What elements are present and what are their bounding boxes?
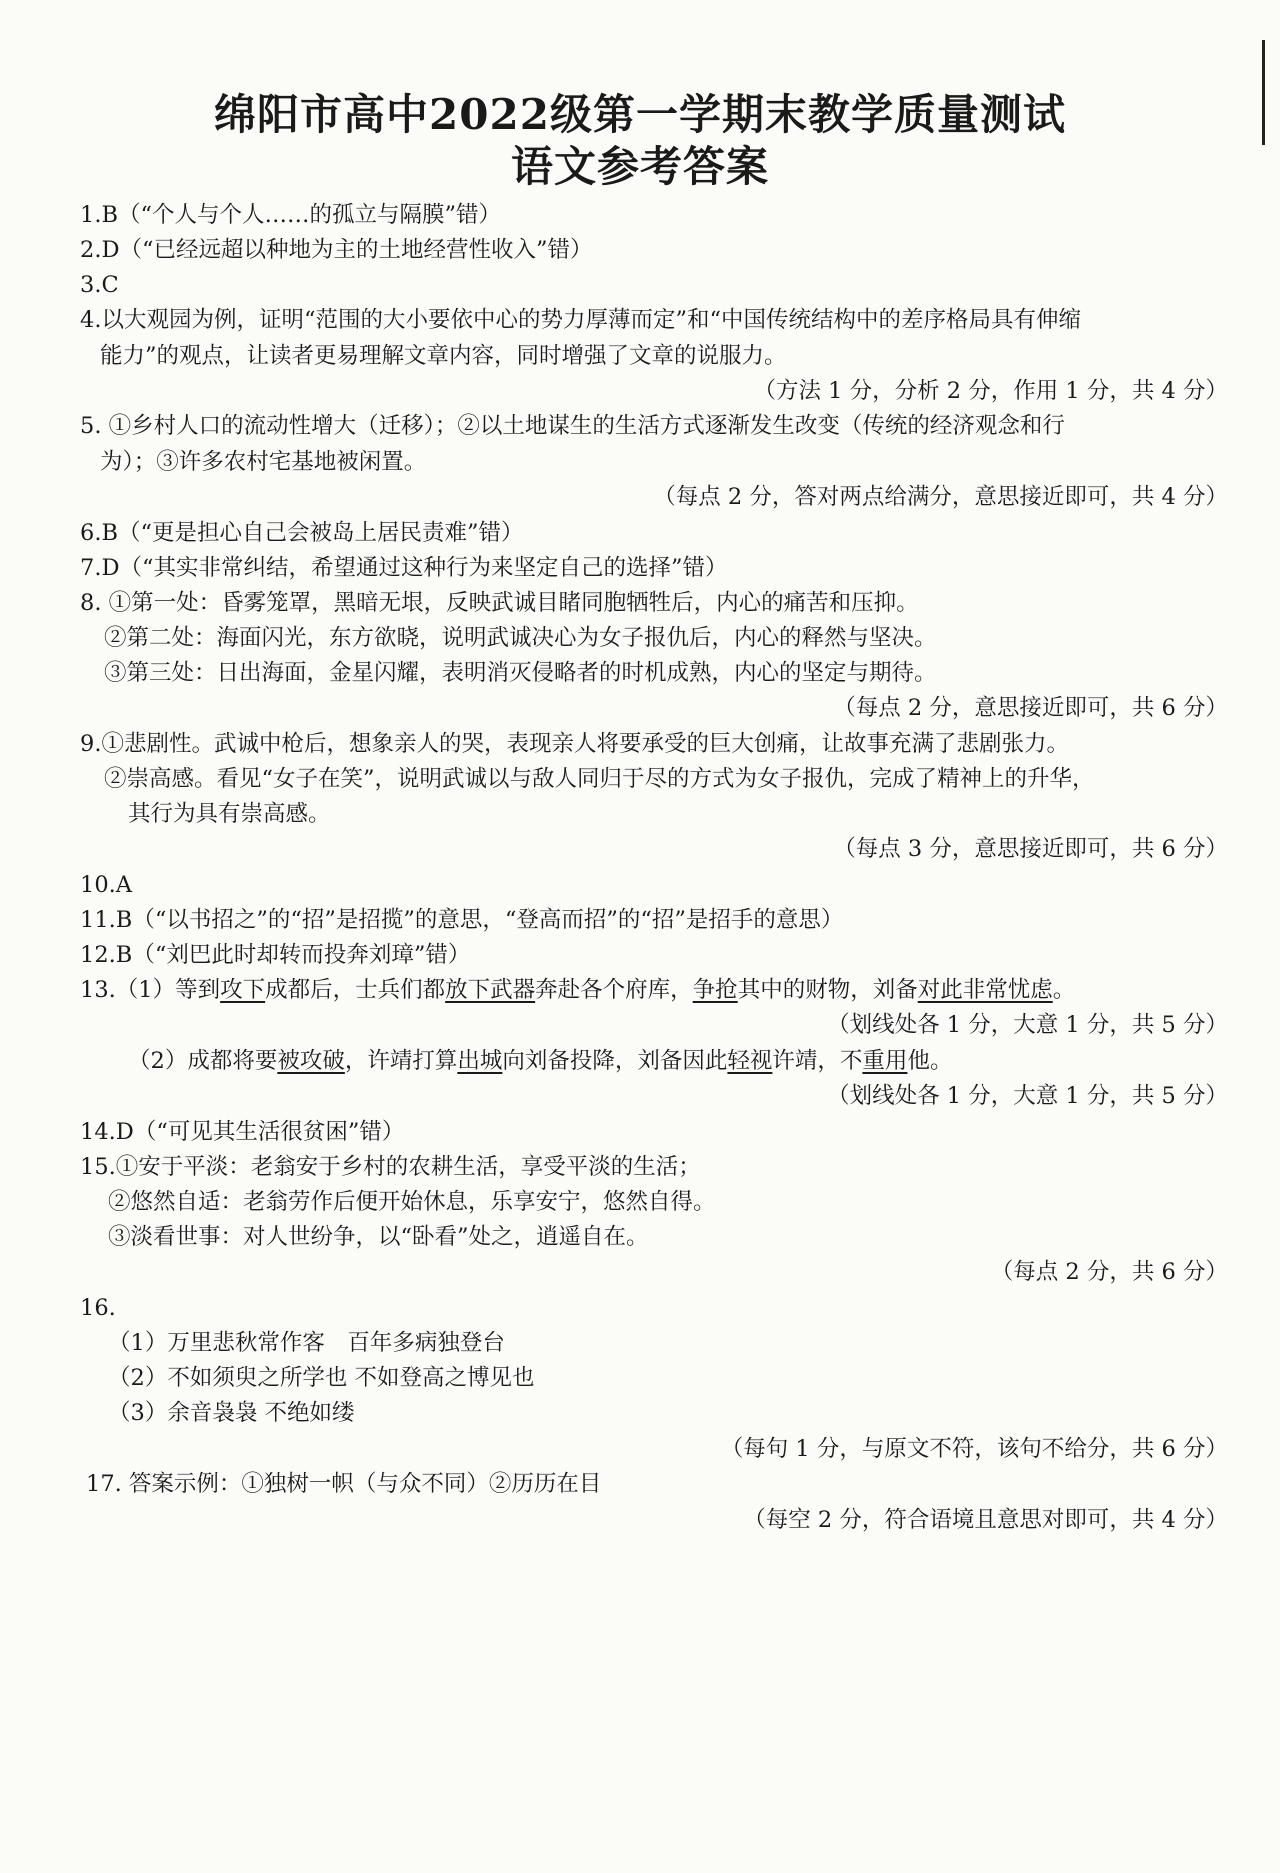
underlined-phrase: 争抢 bbox=[692, 977, 738, 1003]
answer-9-score: （每点 3 分，意思接近即可，共 6 分） bbox=[833, 836, 1228, 862]
page-subtitle: 语文参考答案 bbox=[510, 142, 769, 191]
answer-4-score: （方法 1 分，分析 2 分，作用 1 分，共 4 分） bbox=[753, 378, 1228, 404]
answer-11: 11.B（“以书招之”的“招”是招揽”的意思，“登高而招”的“招”是招手的意思） bbox=[80, 907, 844, 933]
answer-6: 6.B（“更是担心自己会被岛上居民责难”错） bbox=[80, 520, 524, 546]
answer-14: 14.D（“可见其生活很贫困”错） bbox=[80, 1119, 405, 1145]
answer-8-line-1: 8. ①第一处：昏雾笼罩，黑暗无垠，反映武诚目睹同胞牺牲后，内心的痛苦和压抑。 bbox=[80, 590, 919, 616]
answer-9-line-2: ②崇高感。看见“女子在笑”，说明武诚以与敌人同归于尽的方式为女子报仇，完成了精神上的升华， bbox=[104, 766, 1095, 792]
answer-13-2-text: 他。 bbox=[907, 1048, 953, 1074]
answer-13-1-text: 成都后，士兵们都 bbox=[265, 977, 446, 1003]
answer-10: 10.A bbox=[80, 872, 133, 898]
answer-17: 17. 答案示例：①独树一帜（与众不同）②历历在目 bbox=[86, 1471, 602, 1497]
answer-5-line-2: 为）；③许多农村宅基地被闲置。 bbox=[100, 449, 427, 475]
answer-16-line-1: （1）万里悲秋常作客 百年多病独登台 bbox=[108, 1330, 505, 1356]
answer-13-1-score: （划线处各 1 分，大意 1 分，共 5 分） bbox=[827, 1012, 1228, 1038]
answer-13-1-text: 其中的财物，刘备 bbox=[737, 977, 918, 1003]
answer-4-line-2: 能力”的观点，让读者更易理解文章内容，同时增强了文章的说服力。 bbox=[100, 343, 787, 369]
answer-13-1-text: 13.（1）等到 bbox=[80, 977, 221, 1003]
underlined-phrase: 轻视 bbox=[727, 1048, 773, 1074]
answer-13-1-text: 奔赴各个府库， bbox=[535, 977, 693, 1003]
answer-5-score: （每点 2 分，答对两点给满分，意思接近即可，共 4 分） bbox=[653, 484, 1228, 510]
answer-16-line-2: （2）不如须臾之所学也 不如登高之博见也 bbox=[108, 1365, 535, 1391]
answer-8-score: （每点 2 分，意思接近即可，共 6 分） bbox=[833, 695, 1228, 721]
answer-17-score: （每空 2 分，符合语境且意思对即可，共 4 分） bbox=[743, 1507, 1228, 1533]
answer-8-line-3: ③第三处：日出海面，金星闪耀，表明消灭侵略者的时机成熟，内心的坚定与期待。 bbox=[104, 660, 937, 686]
answer-1: 1.B（“个人与个人……的孤立与隔膜”错） bbox=[80, 202, 502, 228]
answer-13-part-2 bbox=[128, 1048, 952, 1075]
answer-16-line-3: （3）余音袅袅 不绝如缕 bbox=[108, 1400, 355, 1426]
answer-16-score: （每句 1 分，与原文不符，该句不给分，共 6 分） bbox=[720, 1436, 1228, 1462]
answer-2: 2.D（“已经远超以种地为主的土地经营性收入”错） bbox=[80, 237, 593, 263]
underlined-phrase: 重用 bbox=[862, 1048, 908, 1074]
answer-15-score: （每点 2 分，共 6 分） bbox=[990, 1259, 1228, 1285]
answer-13-1-text: 。 bbox=[1052, 977, 1076, 1003]
answer-3: 3.C bbox=[80, 272, 119, 298]
underlined-phrase: 攻下 bbox=[220, 977, 266, 1003]
answer-16: 16. bbox=[80, 1295, 116, 1321]
answer-13-2-text: （2）成都将要 bbox=[128, 1048, 278, 1074]
page-title: 绵阳市高中2022级第一学期末教学质量测试 bbox=[214, 90, 1066, 139]
answer-15-line-3: ③淡看世事：对人世纷争，以“卧看”处之，逍遥自在。 bbox=[108, 1224, 649, 1250]
answer-13-part-1 bbox=[80, 977, 1075, 1004]
underlined-phrase: 出城 bbox=[457, 1048, 503, 1074]
answer-8-line-2: ②第二处：海面闪光，东方欲晓，说明武诚决心为女子报仇后，内心的释然与坚决。 bbox=[104, 625, 937, 651]
underlined-phrase: 放下武器 bbox=[445, 977, 536, 1003]
answer-12: 12.B（“刘巴此时却转而投奔刘璋”错） bbox=[80, 942, 471, 968]
underlined-phrase: 被攻破 bbox=[277, 1048, 345, 1074]
answer-15-line-2: ②悠然自适：老翁劳作后便开始休息，乐享安宁，悠然自得。 bbox=[108, 1189, 716, 1215]
answer-4-line-1: 4.以大观园为例，证明“范围的大小要依中心的势力厚薄而定”和“中国传统结构中的差序格局具有伸缩 bbox=[80, 307, 1081, 333]
answer-13-2-text: 许靖，不 bbox=[772, 1048, 863, 1074]
answer-7: 7.D（“其实非常纠结，希望通过这种行为来坚定自己的选择”错） bbox=[80, 555, 728, 581]
answer-13-2-text: ，许靖打算 bbox=[344, 1048, 458, 1074]
answer-13-2-text: 向刘备投降，刘备因此 bbox=[502, 1048, 728, 1074]
answer-15-line-1: 15.①安于平淡：老翁安于乡村的农耕生活，享受平淡的生活； bbox=[80, 1154, 701, 1180]
underlined-phrase: 对此非常忧虑 bbox=[917, 977, 1053, 1003]
answer-9-line-1: 9.①悲剧性。武诚中枪后，想象亲人的哭，表现亲人将要承受的巨大创痛，让故事充满了悲剧张力。 bbox=[80, 731, 1069, 757]
answer-9-line-3: 其行为具有崇高感。 bbox=[128, 801, 331, 827]
answer-13-2-score: （划线处各 1 分，大意 1 分，共 5 分） bbox=[827, 1083, 1228, 1109]
answer-5-line-1: 5. ①乡村人口的流动性增大（迁移）；②以土地谋生的生活方式逐渐发生改变（传统的经济观念和行 bbox=[80, 413, 1065, 439]
